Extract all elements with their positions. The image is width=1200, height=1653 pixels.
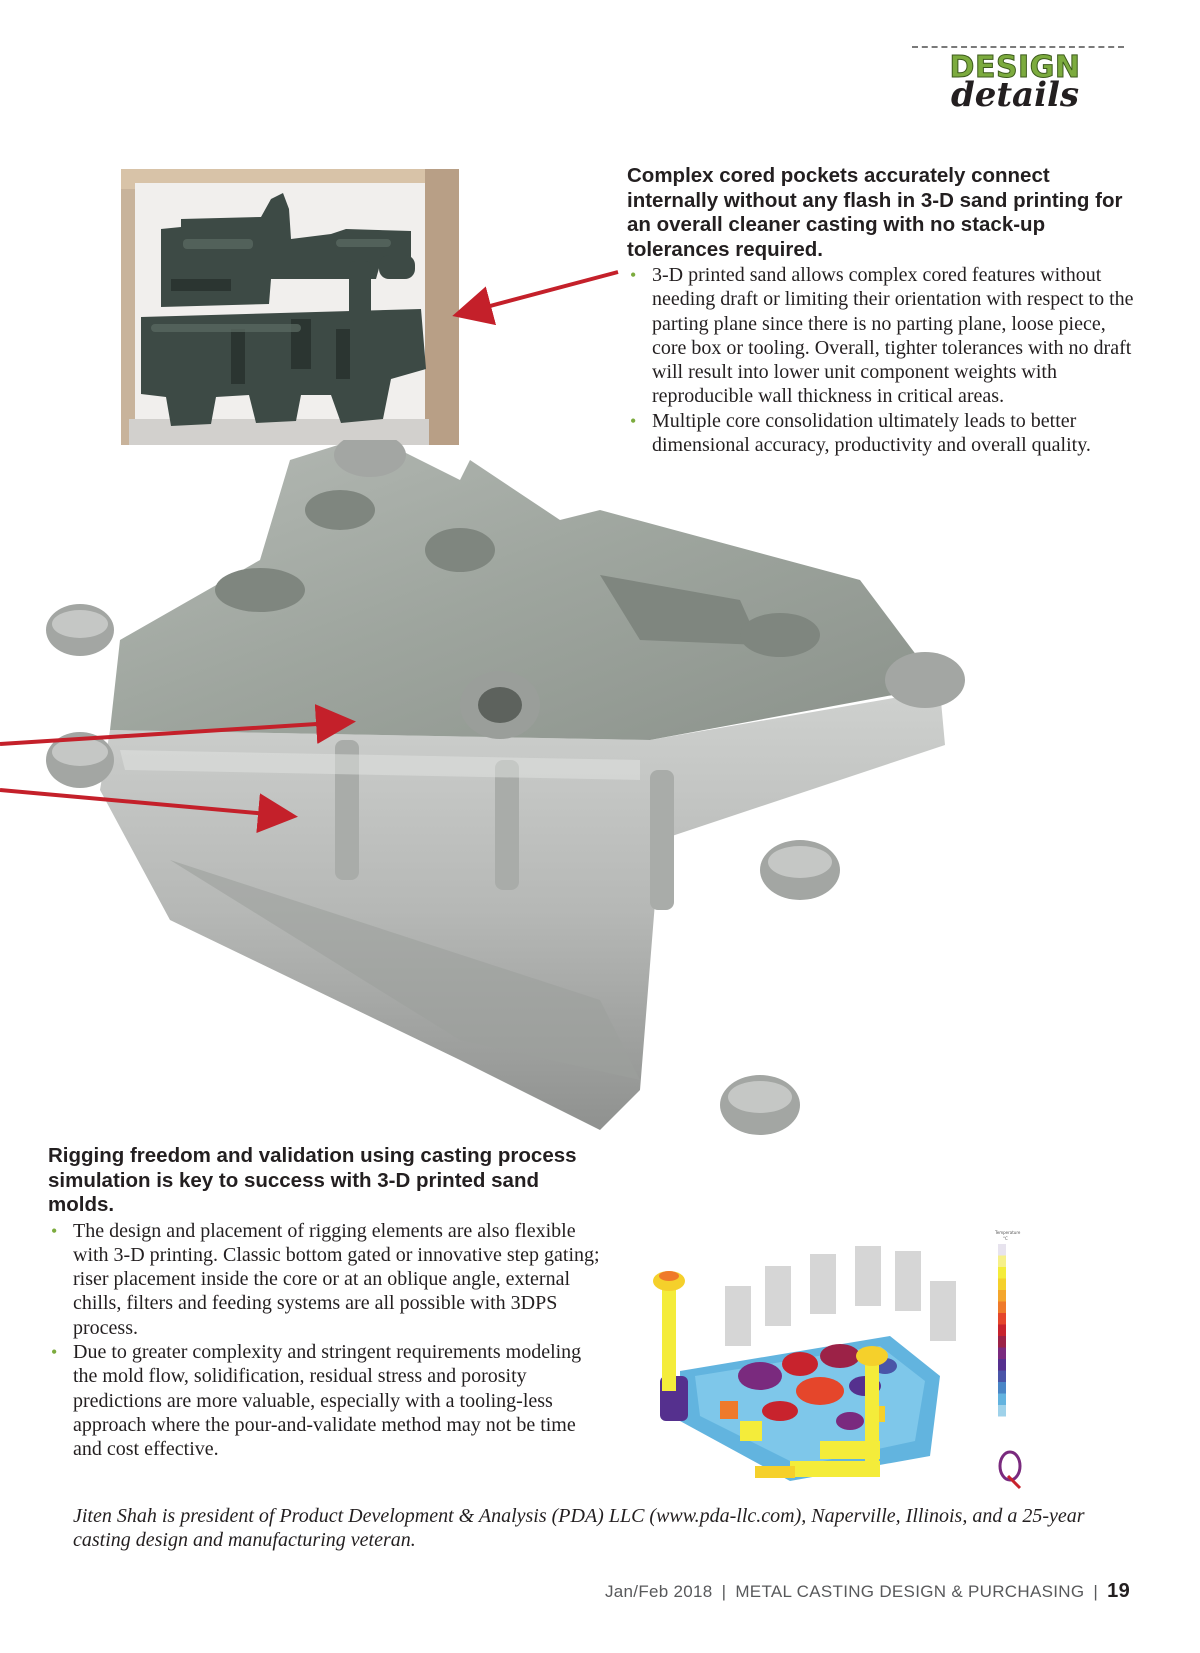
legend-swatch: [998, 1302, 1006, 1314]
header-divider: [912, 46, 1124, 48]
legend-swatch: [998, 1244, 1006, 1256]
legend-swatch: [998, 1256, 1006, 1268]
legend-swatch: [998, 1394, 1006, 1406]
page-footer: [605, 1580, 1130, 1603]
footer-publication: METAL CASTING DESIGN & PURCHASING: [735, 1582, 1085, 1601]
list-item: • Multiple core consolidation ultimately leads to better dimensional accuracy, productivity and overall quality.: [627, 409, 1137, 458]
legend-swatch: [998, 1313, 1006, 1325]
footer-separator: |: [721, 1582, 727, 1601]
cored-pockets-heading: Complex cored pockets accurately connect internally without any flash in 3-D sand printing for an overall cleaner casting with no stack-up tolerances required.: [627, 164, 1123, 261]
legend-swatch: [998, 1290, 1006, 1302]
cored-pockets-callout: [627, 164, 1137, 457]
page-number: 19: [1107, 1580, 1130, 1602]
section-logo-design: DESIGN: [949, 50, 1081, 85]
list-item: • Due to greater complexity and stringent requirements modeling the mold flow, solidification, residual stress and porosity predictions are more valuable, especially with a tooling-less approach where the pour-and-validate method may not be time and cost effective.: [48, 1340, 604, 1461]
section-logo-details: details: [950, 75, 1080, 115]
legend-swatch: [998, 1359, 1006, 1371]
simulation-image: [640, 1226, 1060, 1496]
pda-logo-icon: [1000, 1452, 1020, 1488]
author-bio: Jiten Shah is president of Product Development & Analysis (PDA) LLC (www.pda-llc.com), Naperville, Illinois, and a 25-year casting design and manufacturing veteran.: [73, 1505, 1085, 1551]
rigging-bullets: [48, 1219, 604, 1462]
casting-photo: [40, 440, 970, 1150]
list-item: • 3-D printed sand allows complex cored features without needing draft or limiting their orientation with respect to the parting plane since there is no parting plane, loose piece, core box or tooling. Overall, tighter tolerances with no draft will result into lower unit component weights with reproducible wall thickness in critical areas.: [627, 263, 1137, 409]
cored-pockets-bullets: [627, 263, 1137, 457]
legend-swatch: [998, 1405, 1006, 1417]
footer-separator: |: [1093, 1582, 1099, 1601]
sand-core-photo: [121, 169, 459, 445]
legend-swatch: [998, 1325, 1006, 1337]
legend-swatch: [998, 1371, 1006, 1383]
temperature-legend-bar: [998, 1244, 1006, 1417]
arrow-to-sand-core: [460, 272, 618, 314]
legend-swatch: [998, 1279, 1006, 1291]
rigging-heading: Rigging freedom and validation using casting process simulation is key to success with 3-D printed sand molds.: [48, 1144, 577, 1216]
legend-swatch: [998, 1348, 1006, 1360]
list-item: • The design and placement of rigging elements are also flexible with 3-D printing. Classic bottom gated or innovative step gating; riser placement inside the core or at an oblique angle, external chills, filters and feeding systems are all possible with 3DPS process.: [48, 1219, 604, 1340]
legend-swatch: [998, 1382, 1006, 1394]
legend-swatch: [998, 1267, 1006, 1279]
legend-unit: °C: [1003, 1236, 1008, 1241]
legend-title: Temperature: [995, 1230, 1021, 1235]
rigging-callout: [48, 1144, 604, 1461]
footer-issue: Jan/Feb 2018: [604, 1582, 713, 1601]
section-logo: [940, 52, 1090, 116]
legend-swatch: [998, 1336, 1006, 1348]
